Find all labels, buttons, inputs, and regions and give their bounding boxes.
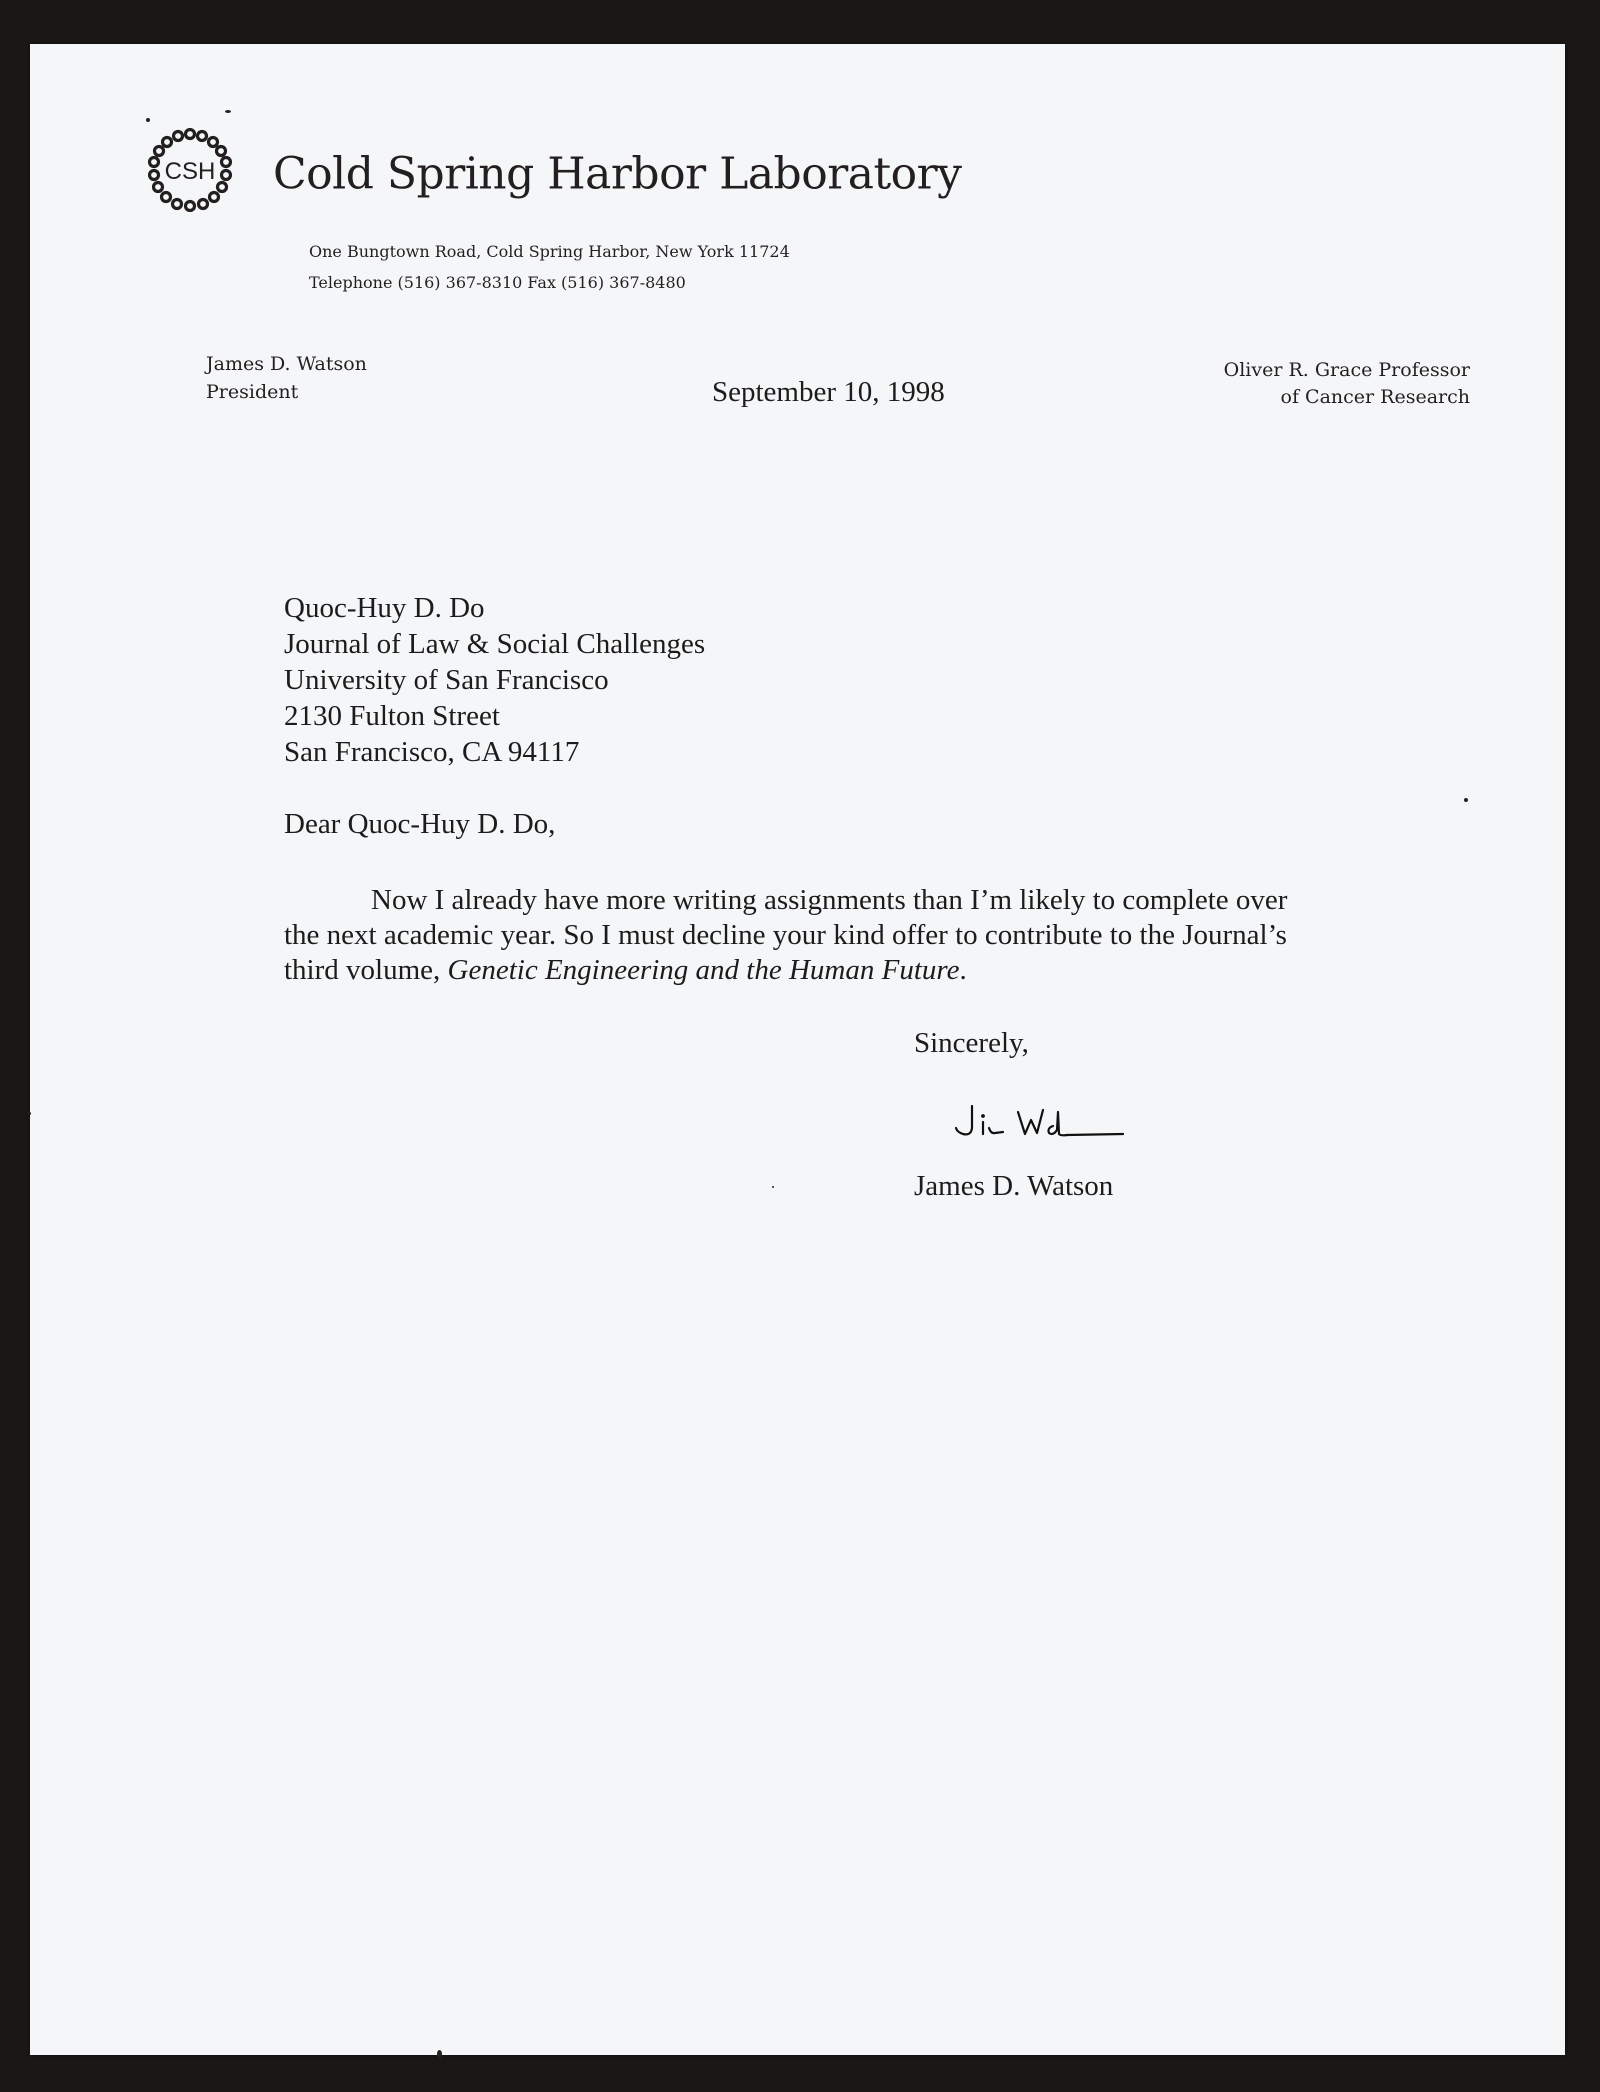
salutation: Dear Quoc-Huy D. Do, (284, 808, 556, 840)
letter-page (30, 44, 1565, 2055)
paper-speck (772, 1186, 774, 1188)
letter-date: September 10, 1998 (712, 376, 945, 408)
paper-speck (437, 2050, 442, 2058)
csh-seal-logo (148, 128, 232, 212)
recipient-address (284, 590, 705, 770)
handwritten-signature (945, 1098, 1135, 1154)
organization-contact: Telephone (516) 367-8310 Fax (516) 367-8480 (309, 273, 686, 292)
chair-title-line1: Oliver R. Grace Professor (1223, 359, 1470, 381)
letter-body (284, 883, 1287, 988)
sender-title: President (206, 381, 299, 403)
recipient-line: 2130 Fulton Street (284, 700, 500, 732)
svg-text:CSH: CSH (164, 158, 216, 185)
recipient-line: Quoc-Huy D. Do (284, 592, 485, 624)
organization-name: Cold Spring Harbor Laboratory (273, 148, 962, 200)
closing: Sincerely, (914, 1027, 1029, 1059)
recipient-line: University of San Francisco (284, 664, 609, 696)
recipient-line: San Francisco, CA 94117 (284, 736, 580, 768)
signer-name: James D. Watson (914, 1170, 1114, 1202)
paper-speck (28, 1112, 31, 1115)
sender-name: James D. Watson (206, 353, 367, 375)
recipient-line: Journal of Law & Social Challenges (284, 628, 706, 660)
paper-speck (1464, 798, 1468, 802)
body-line: Now I already have more writing assignments than I’m likely to complete over (371, 884, 1288, 916)
chair-title-line2: of Cancer Research (1280, 386, 1470, 408)
paper-speck (225, 110, 231, 113)
body-line: the next academic year. So I must decline your kind offer to contribute to the Journal’s (284, 919, 1287, 951)
journal-volume-title: Genetic Engineering and the Human Future (447, 954, 960, 986)
organization-address: One Bungtown Road, Cold Spring Harbor, New York 11724 (309, 242, 790, 261)
body-line: third volume, Genetic Engineering and the Human Future. (284, 954, 967, 986)
paper-speck (146, 118, 150, 122)
